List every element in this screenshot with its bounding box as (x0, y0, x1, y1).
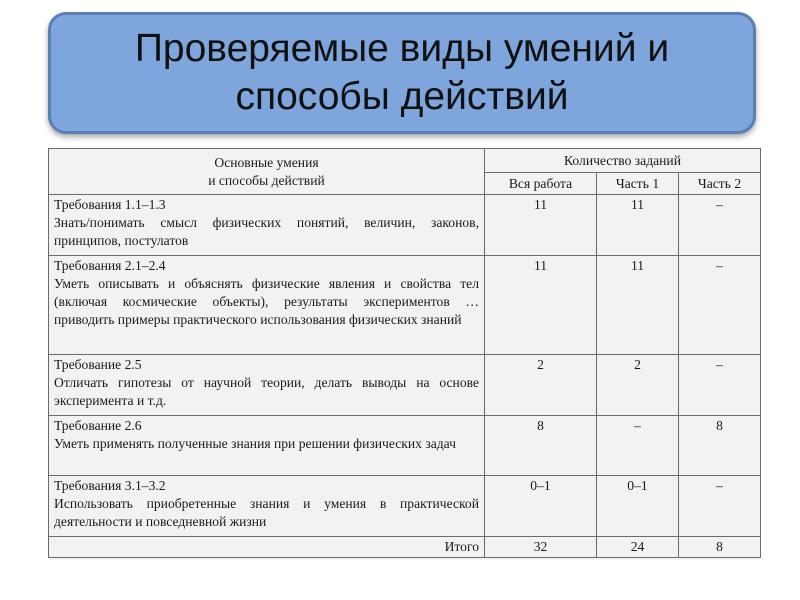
all-work-value: 11 (485, 195, 597, 256)
requirement-text: Уметь описывать и объяснять физические явления и свойства тел (включая космические объекты), результаты экспериментов … приводить примеры практического использования физических знаний (54, 275, 479, 327)
header-all-work: Вся работа (485, 173, 597, 195)
part-2-value: – (679, 256, 761, 355)
total-all-work: 32 (485, 536, 597, 557)
total-row (49, 536, 761, 557)
part-2-value: – (679, 355, 761, 416)
header-part-1: Часть 1 (597, 173, 679, 195)
all-work-value: 11 (485, 256, 597, 355)
all-work-value: 0–1 (485, 476, 597, 537)
part-2-value: 8 (679, 415, 761, 476)
part-2-value: – (679, 195, 761, 256)
slide-title-line-2: способы действий (235, 75, 569, 118)
all-work-value: 8 (485, 415, 597, 476)
part-1-value: 2 (597, 355, 679, 416)
all-work-value: 2 (485, 355, 597, 416)
requirement-text: Использовать приобретенные знания и умения в практической деятельности и повседневной жизни (54, 496, 479, 530)
requirement-title: Требования 3.1–3.2 (54, 478, 166, 494)
slide-title-box (48, 12, 756, 134)
total-part-2: 8 (679, 536, 761, 557)
header-skills-line-2: и способы действий (208, 172, 325, 188)
header-row-1 (49, 149, 761, 173)
table-row (49, 256, 761, 355)
requirement-cell (49, 195, 485, 256)
requirement-text: Отличать гипотезы от научной теории, делать выводы на основе эксперимента и т.д. (54, 374, 479, 408)
header-part-2: Часть 2 (679, 173, 761, 195)
table-container (48, 148, 760, 560)
requirement-text: Уметь применять полученные знания при решении физических задач (54, 435, 456, 451)
slide-title-line-1: Проверяемые виды умений и (134, 27, 670, 71)
header-skills (49, 149, 485, 195)
requirement-title: Требование 2.6 (54, 417, 142, 433)
requirement-title: Требования 1.1–1.3 (54, 197, 166, 213)
part-1-value: 11 (597, 256, 679, 355)
requirement-cell (49, 256, 485, 355)
requirement-cell (49, 355, 485, 416)
part-1-value: – (597, 415, 679, 476)
header-tasks-count: Количество заданий (485, 149, 761, 173)
part-2-value: – (679, 476, 761, 537)
total-label: Итого (49, 536, 485, 557)
table-row (49, 355, 761, 416)
table-row (49, 476, 761, 537)
header-skills-line-1: Основные умения (214, 154, 319, 170)
table-row (49, 195, 761, 256)
requirement-cell (49, 415, 485, 476)
requirement-text: Знать/понимать смысл физических понятий, величин, законов, принципов, постулатов (54, 215, 479, 249)
total-part-1: 24 (597, 536, 679, 557)
part-1-value: 11 (597, 195, 679, 256)
skills-table (48, 148, 761, 558)
requirement-title: Требования 2.1–2.4 (54, 258, 166, 274)
table-row (49, 415, 761, 476)
requirement-title: Требование 2.5 (54, 357, 142, 373)
requirement-cell (49, 476, 485, 537)
part-1-value: 0–1 (597, 476, 679, 537)
